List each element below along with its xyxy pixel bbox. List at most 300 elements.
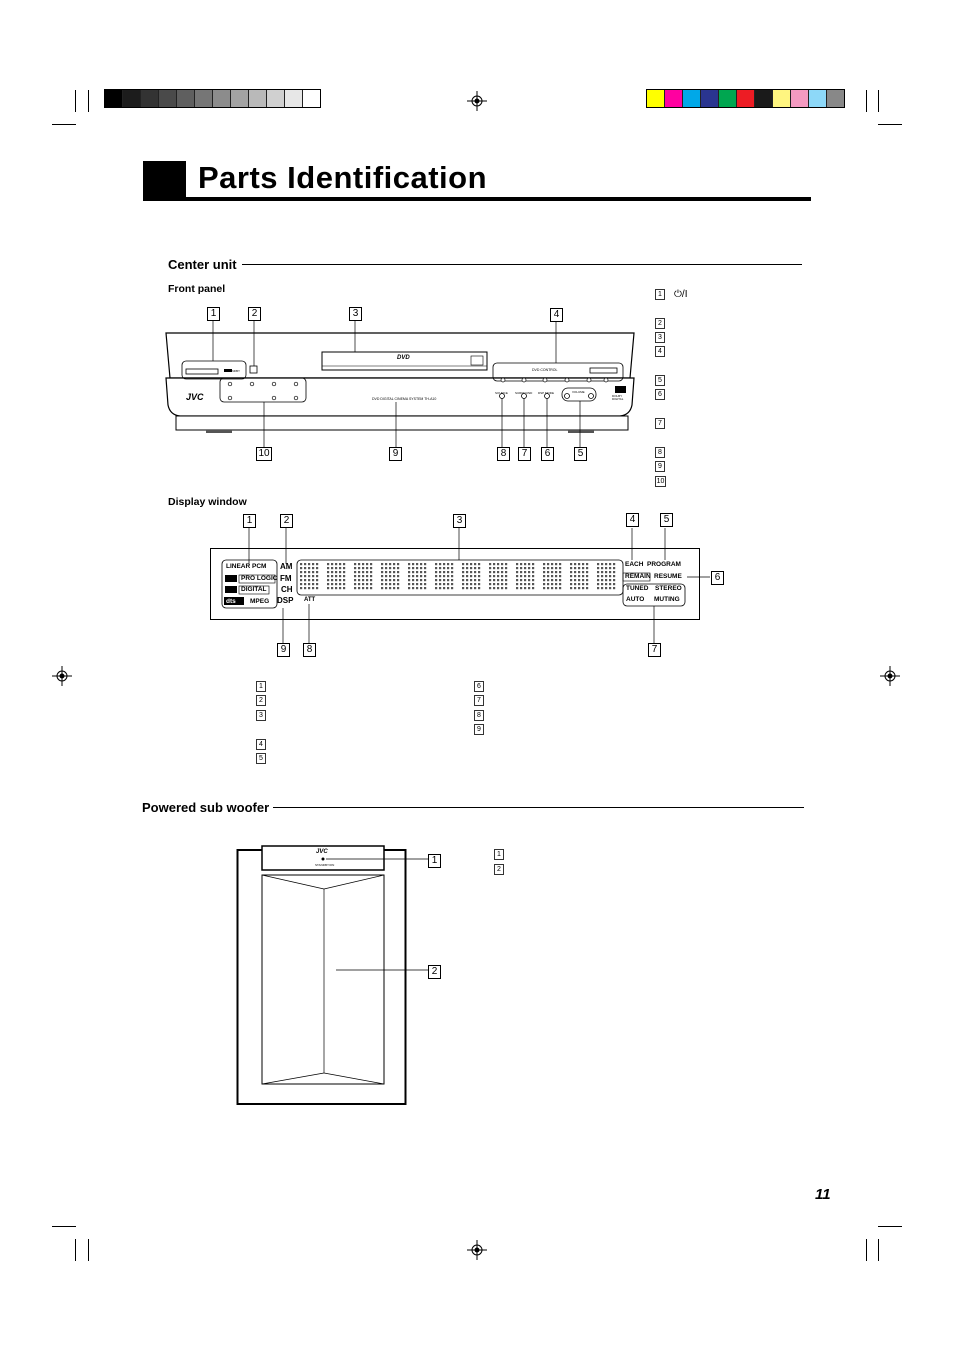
- display-segment-dot: [366, 587, 368, 589]
- display-segment-dot: [316, 579, 318, 581]
- display-segment-dot: [408, 571, 410, 573]
- display-segment-dot: [497, 583, 499, 585]
- display-segment-dot: [331, 563, 333, 565]
- display-segment-dot: [478, 563, 480, 565]
- display-segment-dot: [605, 575, 607, 577]
- display-segment-dot: [327, 587, 329, 589]
- list-number: 7: [655, 418, 665, 429]
- indicator-am: AM: [280, 562, 293, 571]
- display-segment-dot: [451, 583, 453, 585]
- display-segment-dot: [570, 567, 572, 569]
- display-segment-dot: [416, 583, 418, 585]
- display-segment-dot: [312, 575, 314, 577]
- display-segment-dot: [582, 583, 584, 585]
- display-segment-dot: [474, 587, 476, 589]
- display-segment-dot: [505, 567, 507, 569]
- callout-number: 1: [428, 854, 441, 868]
- display-segment-dot: [462, 579, 464, 581]
- crop-mark: [75, 1239, 76, 1261]
- display-segment-dot: [601, 571, 603, 573]
- display-segment-dot: [331, 567, 333, 569]
- display-segment-dot: [451, 571, 453, 573]
- display-segment-dot: [385, 575, 387, 577]
- registration-swatch: [267, 90, 285, 107]
- display-segment-dot: [443, 587, 445, 589]
- display-segment-dot: [532, 575, 534, 577]
- display-segment-dot: [613, 587, 615, 589]
- display-segment-dot: [551, 571, 553, 573]
- display-segment-dot: [343, 579, 345, 581]
- display-segment-dot: [327, 583, 329, 585]
- display-segment-dot: [327, 579, 329, 581]
- display-segment-dot: [574, 583, 576, 585]
- display-segment-dot: [474, 583, 476, 585]
- registration-swatch: [195, 90, 213, 107]
- display-segment-dot: [439, 579, 441, 581]
- display-segment-dot: [366, 579, 368, 581]
- display-segment-dot: [343, 587, 345, 589]
- display-segment-dot: [443, 575, 445, 577]
- display-segment-dot: [354, 563, 356, 565]
- display-segment-dot: [474, 567, 476, 569]
- display-segment-dot: [451, 563, 453, 565]
- display-segment-dot: [501, 583, 503, 585]
- display-segment-dot: [412, 579, 414, 581]
- display-segment-dot: [582, 567, 584, 569]
- list-number: 6: [655, 389, 665, 400]
- display-segment-dot: [362, 583, 364, 585]
- knob-label-surround: SURROUND: [515, 391, 533, 395]
- brand-logo-text: JVC: [186, 392, 204, 402]
- display-segment-dot: [335, 571, 337, 573]
- display-segment-dot: [443, 571, 445, 573]
- sub-woofer-standby-label: STANDBY/ON: [315, 863, 335, 867]
- display-segment-dot: [381, 583, 383, 585]
- grayscale-registration-bar: [104, 89, 321, 108]
- list-number: 2: [256, 695, 266, 706]
- display-segment-dot: [335, 563, 337, 565]
- display-segment-dot: [613, 575, 615, 577]
- display-segment-dot: [528, 571, 530, 573]
- display-segment-dot: [555, 583, 557, 585]
- registration-swatch: [249, 90, 267, 107]
- display-segment-dot: [393, 587, 395, 589]
- display-segment-dot: [362, 567, 364, 569]
- display-segment-dot: [339, 579, 341, 581]
- title-underline: [143, 197, 811, 201]
- display-segment-dot: [501, 575, 503, 577]
- list-number: 1: [655, 289, 665, 300]
- list-number: 4: [655, 346, 665, 357]
- display-segment-dot: [435, 563, 437, 565]
- display-segment-dot: [316, 571, 318, 573]
- display-segment-dot: [412, 567, 414, 569]
- display-segment-dot: [397, 587, 399, 589]
- callout-number: 6: [541, 447, 554, 461]
- display-segment-dot: [497, 587, 499, 589]
- display-segment-dot: [466, 575, 468, 577]
- display-segment-dot: [601, 587, 603, 589]
- registration-swatch: [773, 90, 791, 107]
- indicator-dsp: DSP: [277, 596, 294, 605]
- display-segment-dot: [385, 579, 387, 581]
- list-number: 4: [256, 739, 266, 750]
- display-segment-dot: [300, 567, 302, 569]
- crop-mark: [88, 1239, 89, 1261]
- display-segment-dot: [597, 587, 599, 589]
- display-segment-dot: [605, 567, 607, 569]
- display-window-illustration: [210, 548, 700, 620]
- display-segment-dot: [443, 567, 445, 569]
- section-rule: [273, 807, 804, 808]
- display-segment-dot: [447, 583, 449, 585]
- display-segment-dot: [601, 579, 603, 581]
- display-segment-dot: [416, 563, 418, 565]
- display-segment-dot: [570, 575, 572, 577]
- display-segment-dot: [304, 583, 306, 585]
- display-segment-dot: [505, 579, 507, 581]
- display-segment-dot: [555, 563, 557, 565]
- callout-number: 5: [660, 513, 673, 527]
- display-segment-dot: [343, 575, 345, 577]
- display-segment-dot: [559, 575, 561, 577]
- display-segment-dot: [524, 579, 526, 581]
- indicator-digital: DIGITAL: [241, 586, 267, 593]
- indicator-mpeg: MPEG: [250, 598, 270, 605]
- display-segment-dot: [532, 587, 534, 589]
- display-segment-dot: [397, 579, 399, 581]
- display-segment-dot: [339, 567, 341, 569]
- display-segment-dot: [451, 579, 453, 581]
- display-segment-dot: [497, 575, 499, 577]
- power-icon: ⏻/I: [674, 289, 688, 300]
- display-segment-dot: [304, 587, 306, 589]
- display-segment-dot: [478, 579, 480, 581]
- display-segment-dot: [578, 563, 580, 565]
- registration-target-icon: [880, 666, 900, 686]
- display-segment-dot: [582, 587, 584, 589]
- sub-woofer-brand-text: JVC: [316, 849, 328, 855]
- display-segment-dot: [551, 587, 553, 589]
- list-number: 1: [256, 681, 266, 692]
- display-segment-dot: [466, 583, 468, 585]
- display-segment-dot: [443, 563, 445, 565]
- display-segment-dot: [354, 579, 356, 581]
- display-segment-dot: [312, 563, 314, 565]
- display-segment-dot: [586, 587, 588, 589]
- display-segment-dot: [424, 575, 426, 577]
- display-segment-dot: [609, 575, 611, 577]
- callout-number: 8: [303, 643, 316, 657]
- subheading-display-window: Display window: [168, 496, 247, 508]
- display-segment-dot: [366, 563, 368, 565]
- dvd-control-label: DVD CONTROL: [532, 368, 558, 372]
- display-segment-dot: [543, 579, 545, 581]
- display-segment-dot: [605, 583, 607, 585]
- display-segment-dot: [543, 567, 545, 569]
- display-segment-dot: [300, 575, 302, 577]
- display-segment-dot: [474, 563, 476, 565]
- display-segment-dot: [470, 575, 472, 577]
- display-segment-dot: [609, 563, 611, 565]
- display-segment-dot: [493, 587, 495, 589]
- display-segment-dot: [316, 583, 318, 585]
- registration-target-icon: [467, 91, 487, 111]
- display-segment-dot: [516, 575, 518, 577]
- display-segment-dot: [358, 579, 360, 581]
- callout-number: 7: [518, 447, 531, 461]
- display-segment-dot: [578, 583, 580, 585]
- display-segment-dot: [451, 575, 453, 577]
- indicator-linear-pcm: LINEAR PCM: [226, 563, 267, 570]
- list-number: 1: [494, 849, 504, 860]
- display-segment-dot: [308, 567, 310, 569]
- display-segment-dot: [412, 571, 414, 573]
- display-segment-dot: [420, 583, 422, 585]
- display-segment-dot: [393, 571, 395, 573]
- display-segment-dot: [381, 571, 383, 573]
- display-segment-dot: [312, 583, 314, 585]
- display-segment-dot: [547, 567, 549, 569]
- display-segment-dot: [408, 583, 410, 585]
- display-segment-dot: [339, 583, 341, 585]
- model-text: DVD DIGITAL CINEMA SYSTEM TH-A10: [372, 397, 437, 401]
- display-segment-dot: [489, 579, 491, 581]
- display-segment-dot: [555, 587, 557, 589]
- display-segment-dot: [543, 583, 545, 585]
- display-segment-dot: [478, 571, 480, 573]
- crop-mark: [88, 90, 89, 112]
- display-segment-dot: [516, 583, 518, 585]
- display-segment-dot: [478, 583, 480, 585]
- display-segment-dot: [343, 563, 345, 565]
- indicator-tuned: TUNED: [626, 585, 649, 592]
- display-segment-dot: [493, 567, 495, 569]
- display-segment-dot: [343, 567, 345, 569]
- display-segment-dot: [551, 583, 553, 585]
- display-segment-dot: [308, 563, 310, 565]
- display-segment-dot: [574, 575, 576, 577]
- display-segment-dot: [597, 575, 599, 577]
- display-segment-dot: [416, 587, 418, 589]
- display-segment-dot: [601, 575, 603, 577]
- display-segment-dot: [308, 571, 310, 573]
- section-heading-sub-woofer: Powered sub woofer: [142, 800, 270, 815]
- display-segment-dot: [582, 579, 584, 581]
- display-segment-dot: [597, 579, 599, 581]
- knob-label-source: SOURCE: [495, 391, 508, 395]
- display-segment-dot: [466, 579, 468, 581]
- display-segment-dot: [501, 587, 503, 589]
- registration-target-icon: [52, 666, 72, 686]
- display-segment-dot: [524, 571, 526, 573]
- display-segment-dot: [578, 567, 580, 569]
- display-segment-dot: [439, 575, 441, 577]
- display-segment-dot: [586, 563, 588, 565]
- display-segment-dot: [555, 571, 557, 573]
- callout-number: 7: [648, 643, 661, 657]
- display-segment-dot: [389, 579, 391, 581]
- display-segment-dot: [528, 587, 530, 589]
- display-segment-dot: [366, 567, 368, 569]
- display-segment-dot: [389, 575, 391, 577]
- display-segment-dot: [304, 563, 306, 565]
- display-segment-dot: [605, 571, 607, 573]
- display-segment-dot: [470, 579, 472, 581]
- display-segment-dot: [397, 571, 399, 573]
- list-number: 5: [256, 753, 266, 764]
- display-segment-dot: [420, 587, 422, 589]
- callout-number: 6: [711, 571, 724, 585]
- display-segment-dot: [435, 571, 437, 573]
- indicator-each: EACH: [625, 561, 644, 568]
- crop-mark: [878, 1239, 879, 1261]
- display-segment-dot: [489, 563, 491, 565]
- list-number: 8: [655, 447, 665, 458]
- display-segment-dot: [335, 575, 337, 577]
- indicator-remain: REMAIN: [625, 573, 651, 580]
- page-number: 11: [815, 1186, 831, 1203]
- display-segment-dot: [609, 567, 611, 569]
- display-segment-dot: [381, 587, 383, 589]
- display-segment-dot: [520, 571, 522, 573]
- display-segment-dot: [505, 583, 507, 585]
- display-segment-dot: [547, 583, 549, 585]
- crop-mark: [75, 90, 76, 112]
- registration-swatch: [719, 90, 737, 107]
- callout-number: 9: [389, 447, 402, 461]
- registration-swatch: [105, 90, 123, 107]
- display-segment-dot: [497, 579, 499, 581]
- knob-label-dsp-mode: DSP MODE: [538, 391, 554, 395]
- display-segment-dot: [447, 563, 449, 565]
- registration-swatch: [285, 90, 303, 107]
- display-segment-dot: [300, 583, 302, 585]
- display-segment-dot: [597, 583, 599, 585]
- list-number: 8: [474, 710, 484, 721]
- display-segment-dot: [605, 563, 607, 565]
- display-segment-dot: [439, 587, 441, 589]
- dvd-logo-text: DVD: [397, 355, 410, 361]
- display-segment-dot: [408, 587, 410, 589]
- registration-swatch: [213, 90, 231, 107]
- standby-label: STANDBY: [226, 369, 240, 373]
- display-segment-dot: [505, 563, 507, 565]
- display-segment-dot: [586, 579, 588, 581]
- registration-target-icon: [467, 1240, 487, 1260]
- display-segment-dot: [547, 563, 549, 565]
- display-segment-dot: [613, 571, 615, 573]
- display-segment-dot: [304, 575, 306, 577]
- display-segment-dot: [470, 563, 472, 565]
- display-segment-dot: [478, 575, 480, 577]
- display-segment-dot: [559, 579, 561, 581]
- indicator-pro-logic: PRO LOGIC: [241, 575, 278, 582]
- display-segment-dot: [501, 567, 503, 569]
- registration-swatch: [141, 90, 159, 107]
- display-segment-dot: [370, 575, 372, 577]
- display-segment-dot: [528, 579, 530, 581]
- display-segment-dot: [358, 587, 360, 589]
- display-segment-dot: [366, 571, 368, 573]
- display-segment-dot: [613, 567, 615, 569]
- display-segment-dot: [582, 575, 584, 577]
- display-segment-dot: [370, 579, 372, 581]
- display-segment-dot: [578, 579, 580, 581]
- crop-mark: [52, 1226, 76, 1227]
- display-segment-dot: [300, 563, 302, 565]
- display-segment-dot: [601, 563, 603, 565]
- display-segment-dot: [524, 563, 526, 565]
- display-segment-dot: [532, 583, 534, 585]
- indicator-resume: RESUME: [654, 573, 682, 580]
- callout-number: 3: [453, 514, 466, 528]
- display-segment-dot: [385, 563, 387, 565]
- display-segment-dot: [424, 567, 426, 569]
- display-segment-dot: [574, 587, 576, 589]
- display-segment-dot: [570, 579, 572, 581]
- registration-swatch: [647, 90, 665, 107]
- display-segment-dot: [327, 575, 329, 577]
- display-segment-dot: [385, 567, 387, 569]
- display-segment-dot: [505, 587, 507, 589]
- display-segment-dot: [528, 575, 530, 577]
- display-segment-dot: [339, 575, 341, 577]
- display-segment-dot: [335, 587, 337, 589]
- display-segment-dot: [524, 587, 526, 589]
- display-segment-dot: [424, 583, 426, 585]
- display-segment-dot: [447, 579, 449, 581]
- section-heading-center-unit: Center unit: [168, 257, 237, 272]
- display-segment-dot: [559, 583, 561, 585]
- list-number: 7: [474, 695, 484, 706]
- registration-swatch: [159, 90, 177, 107]
- crop-mark: [878, 124, 902, 125]
- display-segment-dot: [358, 583, 360, 585]
- display-segment-dot: [381, 579, 383, 581]
- display-segment-dot: [343, 571, 345, 573]
- display-segment-dot: [408, 579, 410, 581]
- display-segment-dot: [358, 575, 360, 577]
- display-segment-dot: [516, 571, 518, 573]
- indicator-dts: dts: [226, 598, 236, 605]
- display-segment-dot: [609, 579, 611, 581]
- display-segment-dot: [389, 567, 391, 569]
- indicator-ch: CH: [281, 585, 293, 594]
- list-number: 5: [655, 375, 665, 386]
- display-segment-dot: [416, 567, 418, 569]
- display-segment-dot: [312, 567, 314, 569]
- display-segment-dot: [366, 583, 368, 585]
- display-segment-dot: [528, 563, 530, 565]
- display-segment-dot: [408, 575, 410, 577]
- display-segment-dot: [316, 587, 318, 589]
- registration-swatch: [665, 90, 683, 107]
- display-segment-dot: [582, 563, 584, 565]
- display-segment-dot: [570, 571, 572, 573]
- callout-number: 10: [256, 447, 272, 461]
- display-segment-dot: [609, 571, 611, 573]
- display-segment-dot: [339, 571, 341, 573]
- display-segment-dot: [586, 575, 588, 577]
- indicator-muting: MUTING: [654, 596, 680, 603]
- display-segment-dot: [474, 575, 476, 577]
- section-rule: [242, 264, 802, 265]
- display-segment-dot: [327, 563, 329, 565]
- display-segment-dot: [489, 567, 491, 569]
- display-segment-dot: [316, 563, 318, 565]
- display-segment-dot: [331, 579, 333, 581]
